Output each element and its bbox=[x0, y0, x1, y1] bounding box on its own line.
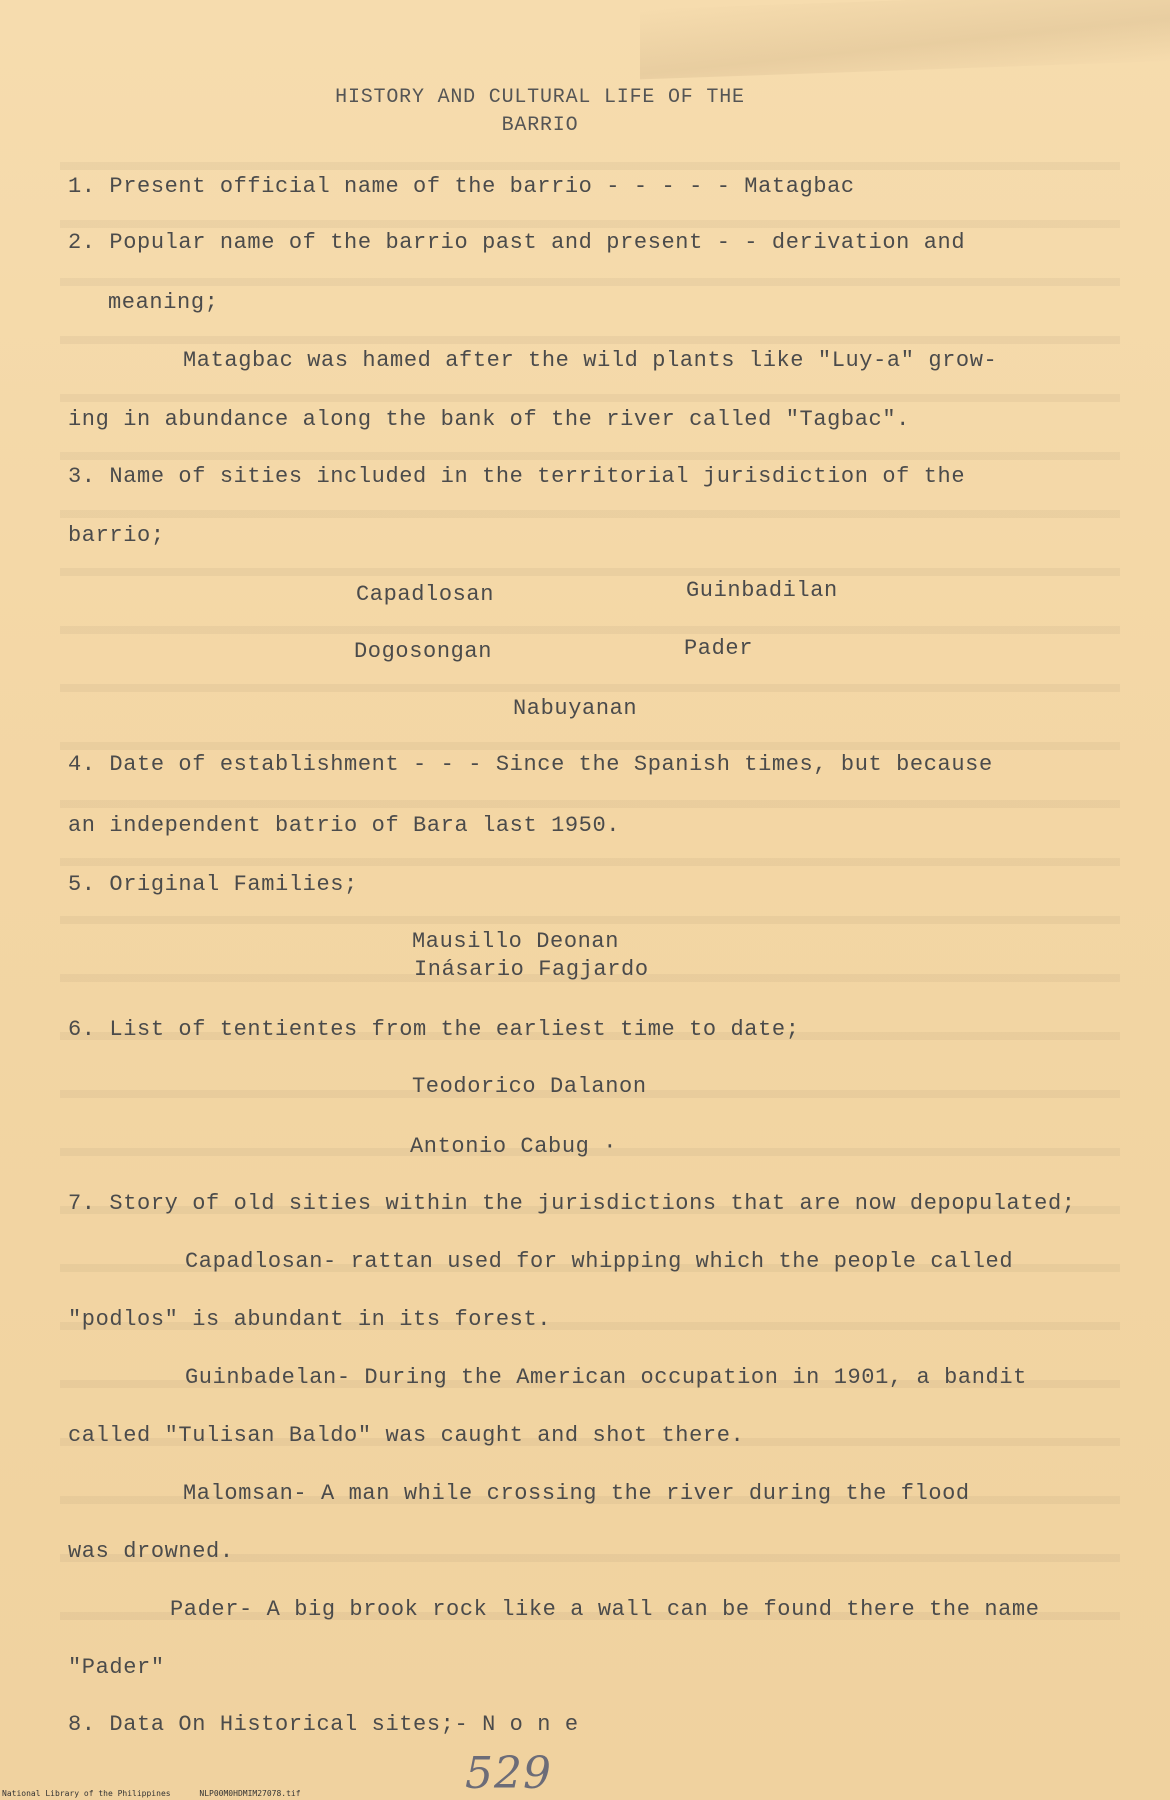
paragraph-line: "Pader" bbox=[68, 1655, 165, 1680]
item-2-continued: meaning; bbox=[108, 290, 219, 315]
family-name: Mausillo Deonan bbox=[412, 929, 620, 954]
item-2-popular-name: 2. Popular name of the barrio past and present - - derivation and bbox=[68, 230, 966, 255]
paragraph-line: was drowned. bbox=[68, 1539, 234, 1564]
paragraph-line: Malomsan- A man while crossing the river during the flood bbox=[183, 1481, 970, 1506]
document-title-line1: HISTORY AND CULTURAL LIFE OF THE bbox=[335, 86, 745, 109]
item-5-families: 5. Original Families; bbox=[68, 872, 358, 897]
sitio-name: Dogosongan bbox=[354, 639, 493, 664]
item-4-continued: an independent batrio of Bara last 1950. bbox=[68, 813, 621, 838]
show-through-text bbox=[60, 120, 1120, 1620]
scan-footer bbox=[2, 1789, 325, 1798]
item-4-establishment: 4. Date of establishment - - - Since the Spanish times, but because bbox=[68, 752, 993, 777]
paragraph-line: Capadlosan- rattan used for whipping which the people called bbox=[185, 1249, 1014, 1274]
family-name: Inásario Fagjardo bbox=[414, 957, 649, 982]
paper-fold-shadow bbox=[640, 0, 1170, 79]
sitio-name: Capadlosan bbox=[356, 582, 495, 607]
paragraph-line: Guinbadelan- During the American occupation in 1901, a bandit bbox=[185, 1365, 1027, 1390]
item-7-old-sities: 7. Story of old sities within the jurisdictions that are now depopulated; bbox=[68, 1191, 1076, 1216]
item-3-continued: barrio; bbox=[68, 523, 165, 548]
paragraph-line: ing in abundance along the bank of the river called "Tagbac". bbox=[68, 407, 910, 432]
teniente-name: Antonio Cabug · bbox=[410, 1134, 618, 1159]
sitio-name: Pader bbox=[684, 636, 754, 661]
teniente-name: Teodorico Dalanon bbox=[412, 1074, 647, 1099]
sitio-name: Guinbadilan bbox=[686, 578, 838, 603]
item-6-tenientes: 6. List of tentientes from the earliest time to date; bbox=[68, 1017, 800, 1042]
item-8-historical-sites: 8. Data On Historical sites;- N o n e bbox=[68, 1712, 579, 1737]
item-1-official-name: 1. Present official name of the barrio - - - - - Matagbac bbox=[68, 174, 855, 199]
footer-filename: NLP00M0HDMIM27078.tif bbox=[199, 1789, 301, 1798]
paragraph-line: Matagbac was hamed after the wild plants like "Luy-a" grow- bbox=[183, 348, 998, 373]
sitio-name: Nabuyanan bbox=[513, 696, 638, 721]
paragraph-line: called "Tulisan Baldo" was caught and shot there. bbox=[68, 1423, 745, 1448]
document-title-line2: BARRIO bbox=[501, 114, 579, 137]
paragraph-line: "podlos" is abundant in its forest. bbox=[68, 1307, 552, 1332]
paragraph-line: Pader- A big brook rock like a wall can be found there the name bbox=[170, 1597, 1040, 1622]
handwritten-page-number: 529 bbox=[465, 1748, 552, 1799]
footer-library: National Library of the Philippines bbox=[2, 1789, 171, 1798]
item-3-sities: 3. Name of sities included in the territorial jurisdiction of the bbox=[68, 464, 966, 489]
